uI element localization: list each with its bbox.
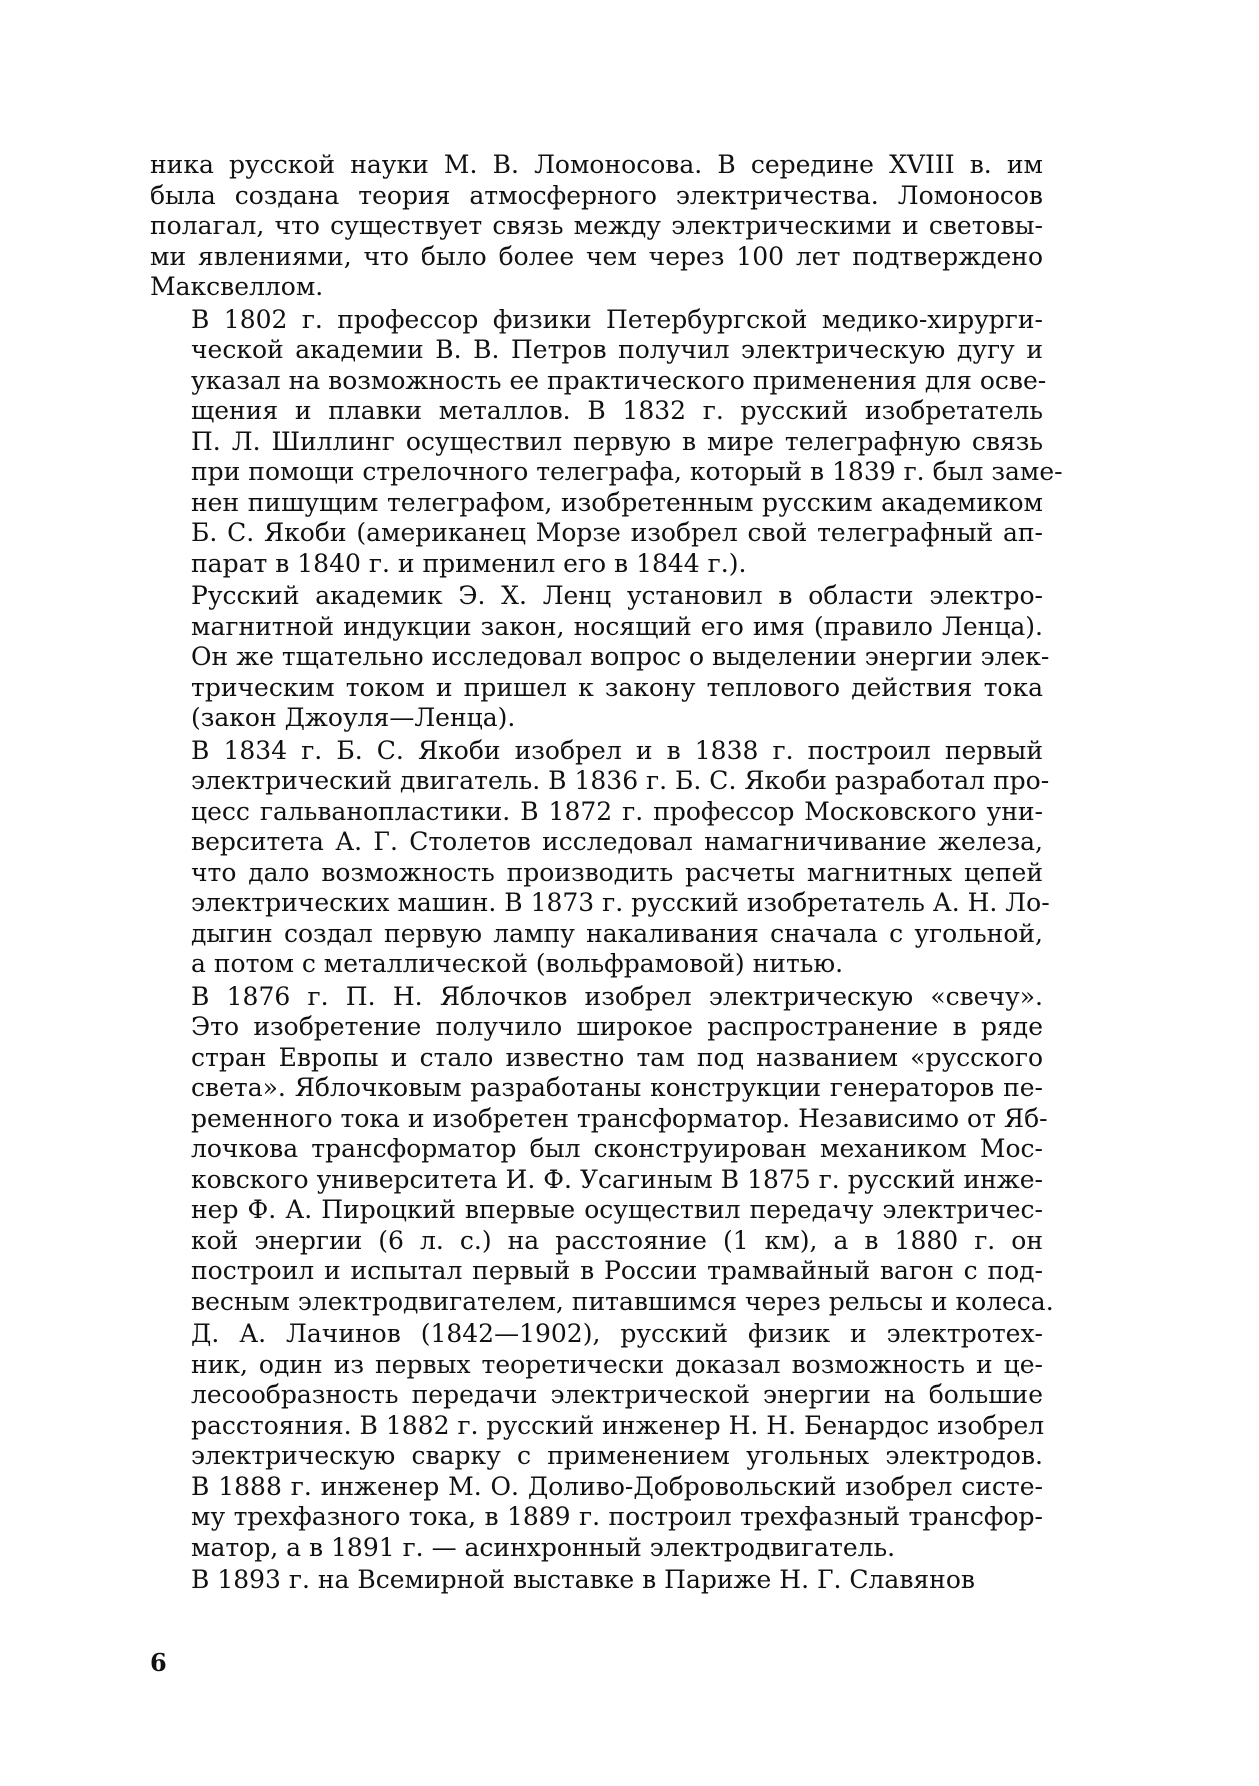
text-line: расстояния. В 1882 г. русский инженер Н. Н. Бенардос изобрел: [191, 1410, 1045, 1440]
text-line: а потом с металлической (вольфрамовой) нитью.: [191, 949, 844, 978]
text-line: ременного тока и изобретен трансформатор. Независимо от Яб-: [191, 1103, 1048, 1133]
text-line: (закон Джоуля—Ленца).: [191, 703, 516, 732]
text-line: ковского университета И. Ф. Усагиным В 1875 г. русский инже-: [191, 1164, 1043, 1194]
page-number: 6: [150, 1648, 167, 1677]
text-line: В 1876 г. П. Н. Яблочков изобрел электрическую «свечу».: [191, 981, 1043, 1011]
text-line: электрический двигатель. В 1836 г. Б. С. Якоби разработал про-: [191, 766, 1050, 795]
text-line: лесообразность передачи электрической энергии на большие: [191, 1380, 1043, 1409]
text-line: Это изобретение получило широкое распространение в ряде: [191, 1012, 1043, 1041]
text-line: В 1888 г. инженер М. О. Доливо-Добровольский изобрел систе-: [191, 1471, 1043, 1501]
paragraph: [150, 150, 1043, 303]
text-line: электрическую сварку с применением угольных электродов.: [191, 1441, 1043, 1470]
text-line: магнитной индукции закон, носящий его имя (правило Ленца).: [191, 611, 1043, 641]
text-line: света». Яблочковым разработаны конструкции генераторов пе-: [191, 1073, 1043, 1102]
text-line: нер Ф. А. Пироцкий впервые осуществил передачу электричес-: [191, 1195, 1043, 1224]
text-line: полагал, что существует связь между электрическими и световы-: [150, 211, 1043, 240]
text-line: ник, один из первых теоретически доказал возможность и це-: [191, 1349, 1043, 1379]
text-line: В 1893 г. на Всемирной выставке в Париже Н. Г. Славянов: [191, 1565, 975, 1594]
text-line: указал на возможность ее практического применения для осве-: [191, 365, 1047, 395]
text-line: кой энергии (6 л. с.) на расстояние (1 км), а в 1880 г. он: [191, 1225, 1043, 1255]
text-line: ми явлениями, что было более чем через 100 лет подтверждено: [150, 241, 1043, 271]
text-line: Д. А. Лачинов (1842—1902), русский физик и электротех-: [191, 1319, 1043, 1348]
paragraph: [150, 735, 1050, 980]
text-line: ческой академии В. В. Петров получил электрическую дугу и: [191, 335, 1043, 364]
body-text: [150, 150, 1063, 1598]
text-line: дыгин создал первую лампу накаливания сначала с угольной,: [191, 918, 1043, 948]
text-line: весным электродвигателем, питавшимся через рельсы и колеса.: [191, 1286, 1054, 1316]
paragraph: [150, 981, 1054, 1318]
text-line: была создана теория атмосферного электричества. Ломоносов: [150, 180, 1043, 210]
text-line: В 1802 г. профессор физики Петербургской медико-хирурги-: [191, 304, 1043, 334]
text-line: нен пишущим телеграфом, изобретенным русским академиком: [191, 487, 1043, 517]
text-line: Максвеллом.: [150, 272, 324, 301]
paragraph: [150, 581, 1050, 734]
text-line: стран Европы и стало известно там под названием «русского: [191, 1042, 1043, 1072]
text-line: му трехфазного тока, в 1889 г. построил трехфазный трансфор-: [191, 1502, 1043, 1531]
paragraph: [150, 1319, 1043, 1563]
paragraph: [150, 304, 1063, 580]
text-line: Б. С. Якоби (американец Морзе изобрел свой телеграфный ап-: [191, 518, 1043, 547]
text-line: щения и плавки металлов. В 1832 г. русский изобретатель: [191, 396, 1043, 425]
text-line: при помощи стрелочного телеграфа, который в 1839 г. был заме-: [191, 457, 1063, 486]
text-line: лочкова трансформатор был сконструирован механиком Мос-: [191, 1134, 1043, 1163]
text-line: П. Л. Шиллинг осуществил первую в мире телеграфную связь: [191, 426, 1043, 456]
text-line: построил и испытал первый в России трамвайный вагон с под-: [191, 1256, 1043, 1285]
text-line: цесс гальванопластики. В 1872 г. профессор Московского уни-: [191, 796, 1043, 826]
text-line: трическим током и пришел к закону теплового действия тока: [191, 672, 1043, 702]
text-line: ника русской науки М. В. Ломоносова. В середине XVIII в. им: [150, 150, 1043, 179]
text-line: верситета А. Г. Столетов исследовал намагничивание железа,: [191, 827, 1043, 856]
text-line: В 1834 г. Б. С. Якоби изобрел и в 1838 г. построил первый: [191, 735, 1043, 765]
text-line: электрических машин. В 1873 г. русский изобретатель А. Н. Ло-: [191, 888, 1050, 917]
text-line: Русский академик Э. Х. Ленц установил в области электро-: [191, 581, 1043, 610]
text-line: парат в 1840 г. и применил его в 1844 г.).: [191, 548, 747, 578]
text-line: Он же тщательно исследовал вопрос о выделении энергии элек-: [191, 642, 1050, 671]
text-line: матор, а в 1891 г. — асинхронный электродвигатель.: [191, 1532, 896, 1562]
text-line: что дало возможность производить расчеты магнитных цепей: [191, 857, 1043, 887]
paragraph: [150, 1565, 1043, 1596]
